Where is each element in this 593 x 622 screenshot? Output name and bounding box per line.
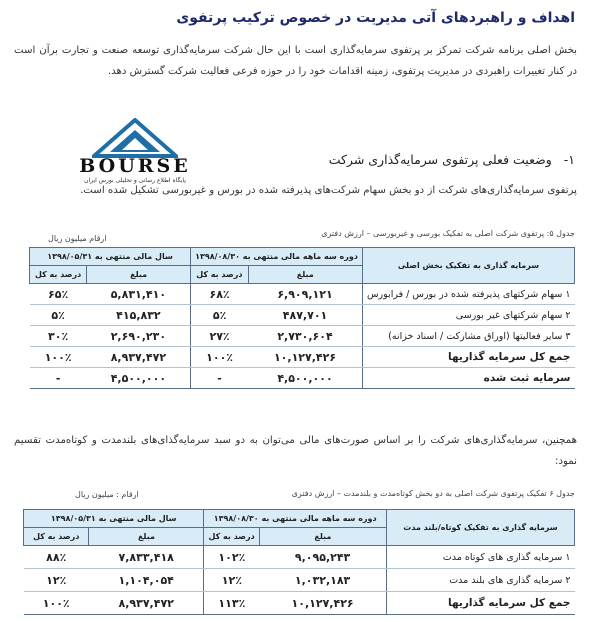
table6-header-amount2: مبلغ xyxy=(89,528,204,546)
row-label: ۲ سهام شرکتهای غیر بورسی xyxy=(362,305,574,326)
row-percent: ۱۲٪ xyxy=(24,569,89,592)
total-amount: ۱۰,۱۲۷,۴۲۶ xyxy=(248,347,362,368)
total-amount: ۱۰,۱۲۷,۴۲۶ xyxy=(259,592,386,615)
table-registered-row xyxy=(30,368,575,389)
table6-header-percent2: درصد به کل xyxy=(24,528,89,546)
row-percent: ۶۵٪ xyxy=(30,284,87,305)
table-row xyxy=(24,569,575,592)
table5-header-amount2: مبلغ xyxy=(87,266,191,284)
total-percent: ۱۰۰٪ xyxy=(30,347,87,368)
registered-label: سرمایه ثبت شده xyxy=(362,368,574,389)
total-amount: ۸,۹۳۷,۴۷۲ xyxy=(89,592,204,615)
registered-percent: - xyxy=(191,368,249,389)
table5-header-period2: سال مالی منتهی به ۱۳۹۸/۰۵/۳۱ xyxy=(30,248,191,266)
row-amount: ۲,۶۹۰,۲۳۰ xyxy=(87,326,191,347)
section-number: ۱- xyxy=(563,152,575,167)
registered-amount: ۴,۵۰۰,۰۰۰ xyxy=(248,368,362,389)
table6 xyxy=(23,509,575,615)
registered-percent: - xyxy=(30,368,87,389)
table5-unit: ارقام میلیون ریال xyxy=(48,234,107,243)
intro-paragraph: بخش اصلی برنامه شرکت تمرکز بر پرتفوی سرمایه‌گذاری است با این حال شرکت سرمایه‌گذاری توسعه صنعت و تجارت برآن است در کنار تغییرات راهبردی در مدیریت پرتفوی، زمینه اقدامات خود را در حوزه فرعی فعالیت شرکت گسترش دهد. xyxy=(14,45,577,77)
table6-header-amount1: مبلغ xyxy=(259,528,386,546)
section-title: وضعیت فعلی پرتفوی سرمایه‌گذاری شرکت xyxy=(328,152,552,167)
table5-header-percent1: درصد به کل xyxy=(191,266,249,284)
table6-caption: جدول ۶ تفکیک پرتفوی شرکت اصلی به دو بخش کوتاه‌مدت و بلندمدت – ارزش دفتری xyxy=(291,489,575,498)
split-paragraph: همچنین، سرمایه‌گذاری‌های شرکت را بر اساس صورت‌های مالی می‌توان به دو سبد سرمایه‌گذای‌های بلندمدت و کوتاه‌مدت تقسیم نمود: xyxy=(14,435,577,467)
row-percent: ۵٪ xyxy=(30,305,87,326)
table-row xyxy=(24,546,575,569)
table-row xyxy=(30,284,575,305)
table5 xyxy=(29,247,575,389)
row-amount: ۲,۷۳۰,۶۰۴ xyxy=(248,326,362,347)
row-label: ۳ سایر فعالیتها (اوراق مشارکت / اسناد خزانه) xyxy=(362,326,574,347)
logo-subtitle: پایگاه اطلاع رسانی و تحلیلی بورس ایران xyxy=(84,177,186,184)
table5-caption: جدول ۵: پرتفوی شرکت اصلی به تفکیک بورسی و غیربورسی – ارزش دفتری xyxy=(321,229,575,238)
logo-mark-icon xyxy=(92,118,178,158)
table-total-row xyxy=(30,347,575,368)
table5-header-amount1: مبلغ xyxy=(248,266,362,284)
total-label: جمع کل سرمایه گذاریها xyxy=(362,347,574,368)
page-title: اهداف و راهبردهای آتی مدیریت در خصوص ترکیب پرتفوی xyxy=(176,10,575,26)
table-row xyxy=(30,326,575,347)
bourse-logo xyxy=(60,118,210,186)
row-percent: ۳۰٪ xyxy=(30,326,87,347)
table-row xyxy=(30,305,575,326)
total-percent: ۱۱۳٪ xyxy=(204,592,259,615)
section-heading xyxy=(329,152,575,167)
registered-amount: ۴,۵۰۰,۰۰۰ xyxy=(87,368,191,389)
table-total-row xyxy=(24,592,575,615)
table5-header-percent2: درصد به کل xyxy=(30,266,87,284)
row-percent: ۵٪ xyxy=(191,305,249,326)
row-label: ۱ سهام شرکتهای پذیرفته شده در بورس / فرابورس xyxy=(362,284,574,305)
row-amount: ۴۱۵,۸۳۲ xyxy=(87,305,191,326)
row-percent: ۲۷٪ xyxy=(191,326,249,347)
table6-header-percent1: درصد به کل xyxy=(204,528,259,546)
row-percent: ۱۲٪ xyxy=(204,569,259,592)
table5-header-period1: دوره سه ماهه مالی منتهی به ۱۳۹۸/۰۸/۳۰ xyxy=(191,248,363,266)
table6-header-period2: سال مالی منتهی به ۱۳۹۸/۰۵/۳۱ xyxy=(24,510,204,528)
table6-unit: ارقام : میلیون ریال xyxy=(75,490,139,499)
row-amount: ۱,۰۳۲,۱۸۳ xyxy=(259,569,386,592)
total-amount: ۸,۹۳۷,۴۷۲ xyxy=(87,347,191,368)
row-percent: ۱۰۲٪ xyxy=(204,546,259,569)
row-percent: ۶۸٪ xyxy=(191,284,249,305)
row-label: ۲ سرمایه گذاری های بلند مدت xyxy=(386,569,574,592)
table5-header-item: سرمایه گذاری به تفکیک بخش اصلی xyxy=(362,248,574,284)
row-percent: ۸۸٪ xyxy=(24,546,89,569)
row-amount: ۵,۸۳۱,۴۱۰ xyxy=(87,284,191,305)
row-label: ۱ سرمایه گذاری های کوتاه مدت xyxy=(386,546,574,569)
logo-wordmark: BOURSE xyxy=(79,155,191,177)
row-amount: ۱,۱۰۴,۰۵۴ xyxy=(89,569,204,592)
row-amount: ۹,۰۹۵,۲۴۳ xyxy=(259,546,386,569)
table6-header-period1: دوره سه ماهه مالی منتهی به ۱۳۹۸/۰۸/۳۰ xyxy=(204,510,386,528)
table6-header-item: سرمایه گذاری به تفکیک کوتاه/بلند مدت xyxy=(386,510,574,546)
row-amount: ۴۸۷,۷۰۱ xyxy=(248,305,362,326)
portfolio-paragraph: پرتفوی سرمایه‌گذاری‌های شرکت از دو بخش سهام شرکت‌های پذیرفته شده در بورس و غیربورسی تشکیل شده است. xyxy=(80,185,577,196)
total-percent: ۱۰۰٪ xyxy=(191,347,249,368)
total-percent: ۱۰۰٪ xyxy=(24,592,89,615)
row-amount: ۷,۸۳۳,۴۱۸ xyxy=(89,546,204,569)
total-label: جمع کل سرمایه گذاریها xyxy=(386,592,574,615)
row-amount: ۶,۹۰۹,۱۲۱ xyxy=(248,284,362,305)
